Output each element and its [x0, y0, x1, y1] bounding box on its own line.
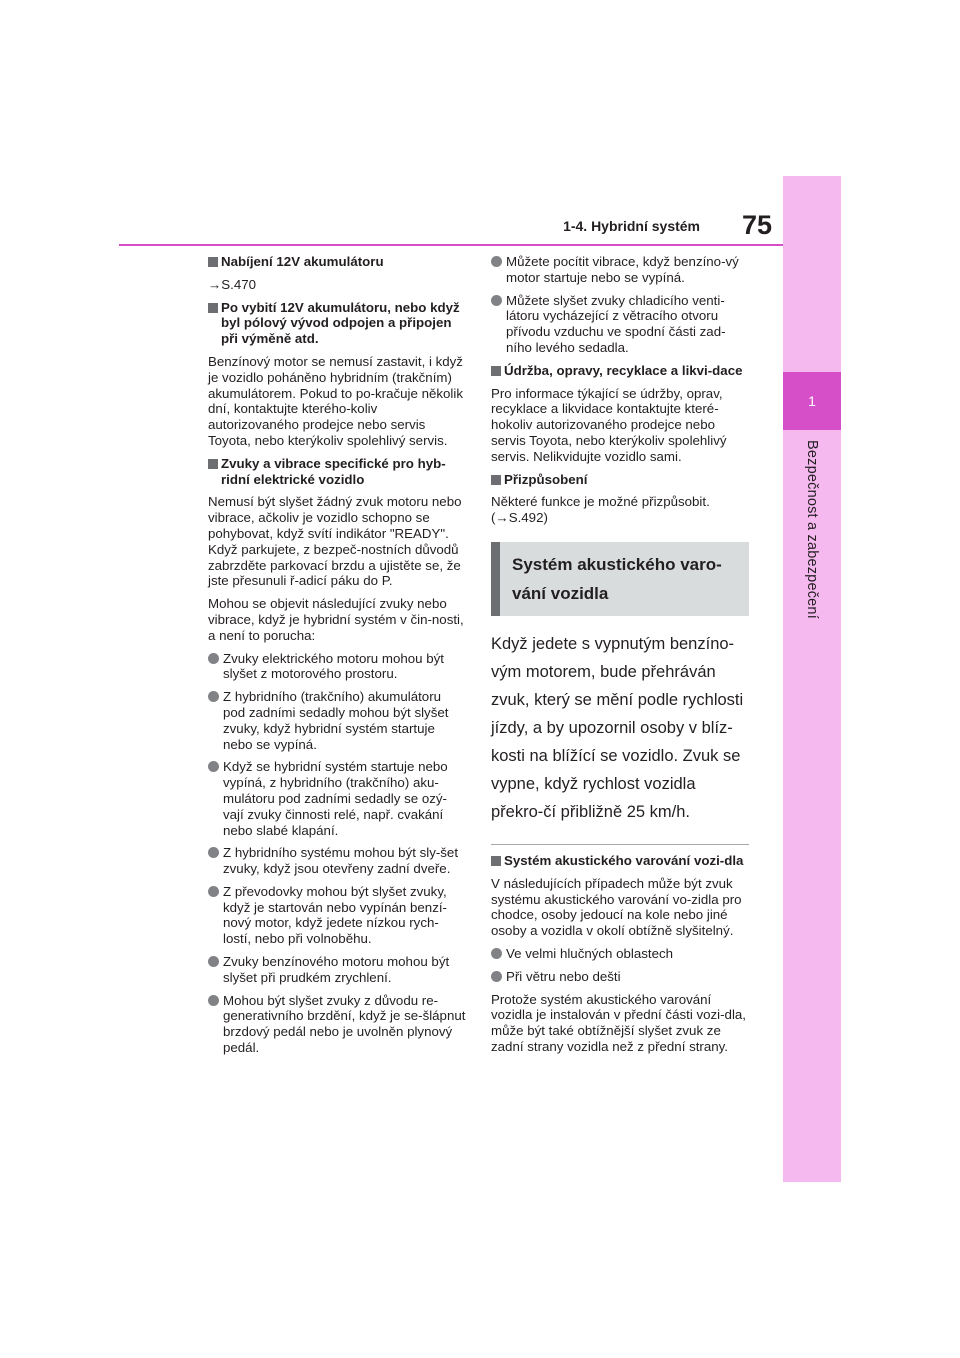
- square-bullet-icon: [491, 366, 501, 376]
- round-bullet-icon: [208, 653, 219, 664]
- list-item: Můžete pocítit vibrace, když benzíno-vý motor startuje nebo se vypíná.: [491, 254, 749, 286]
- list-item: Z převodovky mohou být slyšet zvuky, když je startován nebo vypínán benzí-nový motor, když jedete nízkou rych-lostí, nebo při volnoběhu.: [208, 884, 466, 947]
- paragraph: V následujících případech může být zvuk systému akustického varování vo-zidla pro chodce, osoby jedoucí na kole nebo jiné osoby a vozidla v okolí obtížně slyšitelný.: [491, 875, 742, 939]
- list-item: Z hybridního systému mohou být sly-šet zvuky, když jsou otevřeny zadní dveře.: [208, 845, 466, 877]
- square-bullet-icon: [208, 303, 218, 313]
- header-divider: [119, 244, 783, 246]
- paragraph: Nemusí být slyšet žádný zvuk motoru nebo vibrace, ačkoliv je vozidlo schopno se pohybovat, když svítí indikátor "READY". Když parkujete, z bezpeč-nostních důvodů zabrzděte parkovací brzdu a ujistěte se, že jste přesunuli ř-adicí páku do P.: [208, 494, 462, 589]
- square-bullet-icon: [491, 475, 501, 485]
- paragraph: Protože systém akustického varování vozidla je instalován v přední části vozi-dla, může být také obtížnější slyšet zvuk ze zadní strany vozidla než z přední strany.: [491, 991, 746, 1054]
- right-column: [491, 254, 749, 1062]
- section-header: 1-4. Hybridní systém: [563, 218, 700, 234]
- heading-charging: Nabíjení 12V akumulátoru: [208, 254, 466, 270]
- list-item: Můžete slyšet zvuky chladicího venti-látoru vycházející z větracího otvoru přívodu vzduchu ve spodní části zad-ního levého sedadla.: [491, 293, 749, 356]
- square-bullet-icon: [208, 459, 218, 469]
- left-column: [208, 254, 466, 1063]
- round-bullet-icon: [491, 295, 502, 306]
- round-bullet-icon: [208, 956, 219, 967]
- paragraph: Některé funkce je možné přizpůsobit. (→S.492): [491, 494, 710, 526]
- paragraph: Benzínový motor se nemusí zastavit, i když je vozidlo poháněno hybridním (trakčním) akumulátorem. Pokud to po-kračuje několik dní, kontaktujte kterého-koliv autorizovaného prodejce nebo servis Toyota, nebo kterýkoliv spolehlivý servis.: [208, 353, 463, 448]
- page-reference: →S.470: [208, 276, 257, 292]
- list-item: Ve velmi hlučných oblastech: [491, 946, 749, 962]
- round-bullet-icon: [491, 948, 502, 959]
- divider: [491, 844, 749, 845]
- round-bullet-icon: [208, 995, 219, 1006]
- round-bullet-icon: [208, 847, 219, 858]
- section-title-box: Systém akustického varo-vání vozidla: [491, 542, 749, 616]
- list-item: Při větru nebo dešti: [491, 969, 749, 985]
- list-item: Zvuky benzínového motoru mohou být slyšet při prudkém zrychlení.: [208, 954, 466, 986]
- chapter-number: 1: [783, 372, 841, 430]
- paragraph: Mohou se objevit následující zvuky nebo vibrace, když je hybridní systém v čin-nosti, a není to porucha:: [208, 596, 464, 643]
- heading-discharge: Po vybití 12V akumulátoru, nebo když byl pólový vývod odpojen a připojen při výměně atd.: [208, 300, 466, 347]
- list-item: Zvuky elektrického motoru mohou být slyšet z motorového prostoru.: [208, 651, 466, 683]
- paragraph: Pro informace týkající se údržby, oprav, recyklace a likvidace kontaktujte které-hokoliv autorizovaného prodejce nebo servis Toyota, nebo kterýkoliv spolehlivý servis. Nelikvidujte vozidlo sami.: [491, 385, 727, 464]
- round-bullet-icon: [491, 971, 502, 982]
- square-bullet-icon: [491, 856, 501, 866]
- heading-warning-system: Systém akustického varování vozi-dla: [491, 853, 749, 869]
- list-item: Z hybridního (trakčního) akumulátoru pod zadními sedadly mohou být slyšet zvuky, když hybridní systém startuje nebo se vypíná.: [208, 689, 466, 752]
- round-bullet-icon: [491, 256, 502, 267]
- round-bullet-icon: [208, 691, 219, 702]
- list-item: Mohou být slyšet zvuky z důvodu re-generativního brzdění, když je se-šlápnut brzdový pedál nebo je uvolněn plynový pedál.: [208, 993, 466, 1056]
- round-bullet-icon: [208, 761, 219, 772]
- heading-maintenance: Údržba, opravy, recyklace a likvi-dace: [491, 363, 749, 379]
- chapter-side-tab: [783, 176, 841, 1182]
- page-number: 75: [741, 210, 772, 240]
- square-bullet-icon: [208, 257, 218, 267]
- heading-customization: Přizpůsobení: [491, 472, 749, 488]
- heading-sounds: Zvuky a vibrace specifické pro hyb-ridní elektrické vozidlo: [208, 456, 466, 488]
- section-intro: Když jedete s vypnutým benzíno-vým motorem, bude přehráván zvuk, který se mění podle rychlosti jízdy, a by upozornil osoby v blíz-kosti na blížící se vozidlo. Zvuk se vypne, když rychlost vozidla překro-čí přibližně 25 km/h.: [491, 634, 744, 821]
- round-bullet-icon: [208, 886, 219, 897]
- list-item: Když se hybridní systém startuje nebo vypíná, z hybridního (trakčního) aku-mulátoru pod zadními sedadly se ozý-vají zvuky činnosti relé, např. cvakání nebo slabé klapání.: [208, 759, 466, 838]
- chapter-title: Bezpečnost a zabezpečení: [804, 440, 820, 619]
